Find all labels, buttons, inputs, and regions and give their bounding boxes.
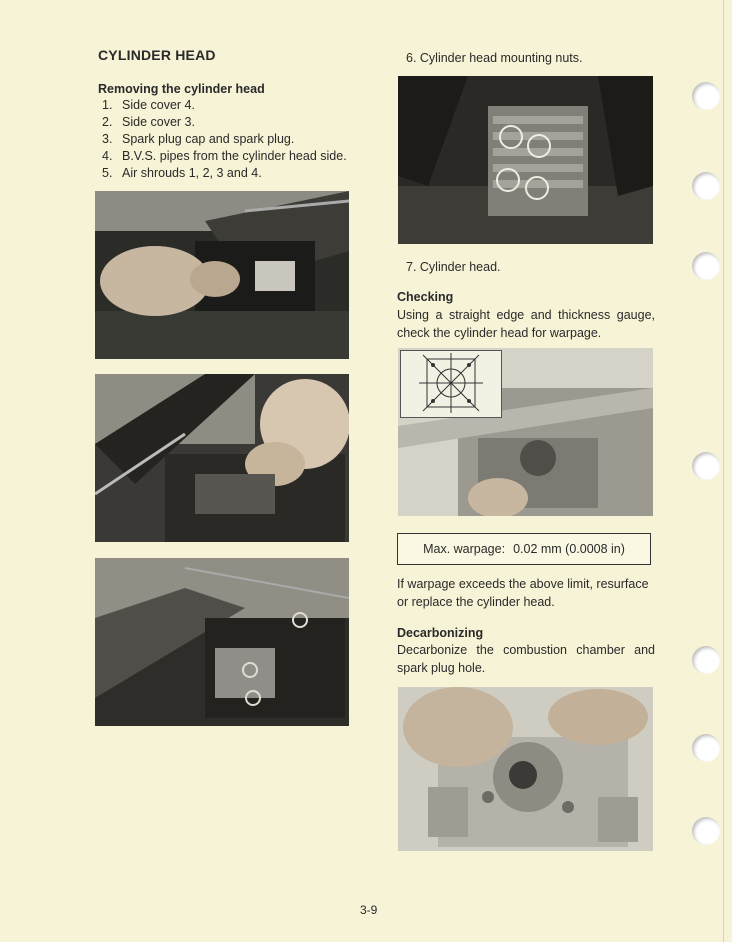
warpage-instruction: If warpage exceeds the above limit, resurface or replace the cylinder head. (397, 577, 649, 609)
page-edge-line (723, 0, 724, 942)
spec-value: 0.02 mm (0.0008 in) (513, 542, 625, 556)
straight-edge-diagram (400, 350, 502, 418)
list-item: 1. Side cover 4. (102, 98, 195, 112)
binder-hole (692, 817, 720, 845)
photo-decarbonizing (398, 687, 653, 851)
removing-heading: Removing the cylinder head (98, 82, 265, 96)
checking-heading: Checking (397, 290, 454, 304)
photo-side-cover-removal (95, 191, 349, 359)
list-item: 3. Spark plug cap and spark plug. (102, 132, 295, 146)
photo-shroud-bolts (95, 558, 349, 726)
binder-hole (692, 252, 720, 280)
spec-label: Max. warpage: (423, 542, 506, 556)
step-6-caption: 6. Cylinder head mounting nuts. (406, 51, 583, 65)
binder-hole (692, 646, 720, 674)
step-7-caption: 7. Cylinder head. (406, 260, 501, 274)
checking-paragraph: Using a straight edge and thickness gauge, check the cylinder head for warpage. (397, 308, 655, 340)
binder-hole (692, 172, 720, 200)
page-number: 3-9 (360, 903, 378, 917)
list-item: 2. Side cover 3. (102, 115, 195, 129)
decarbonizing-heading: Decarbonizing (397, 626, 484, 640)
list-item: 4. B.V.S. pipes from the cylinder head side. (102, 149, 347, 163)
removal-steps-list (102, 97, 382, 182)
photo-air-shroud-removal (95, 374, 349, 542)
decarbonizing-paragraph: Decarbonize the combustion chamber and spark plug hole. (397, 643, 655, 675)
binder-hole (692, 82, 720, 110)
binder-holes (672, 0, 732, 942)
section-title: CYLINDER HEAD (98, 47, 216, 63)
max-warpage-spec (397, 533, 651, 565)
binder-hole (692, 452, 720, 480)
binder-hole (692, 734, 720, 762)
photo-cylinder-head-nuts (398, 76, 653, 244)
list-item: 5. Air shrouds 1, 2, 3 and 4. (102, 166, 262, 180)
